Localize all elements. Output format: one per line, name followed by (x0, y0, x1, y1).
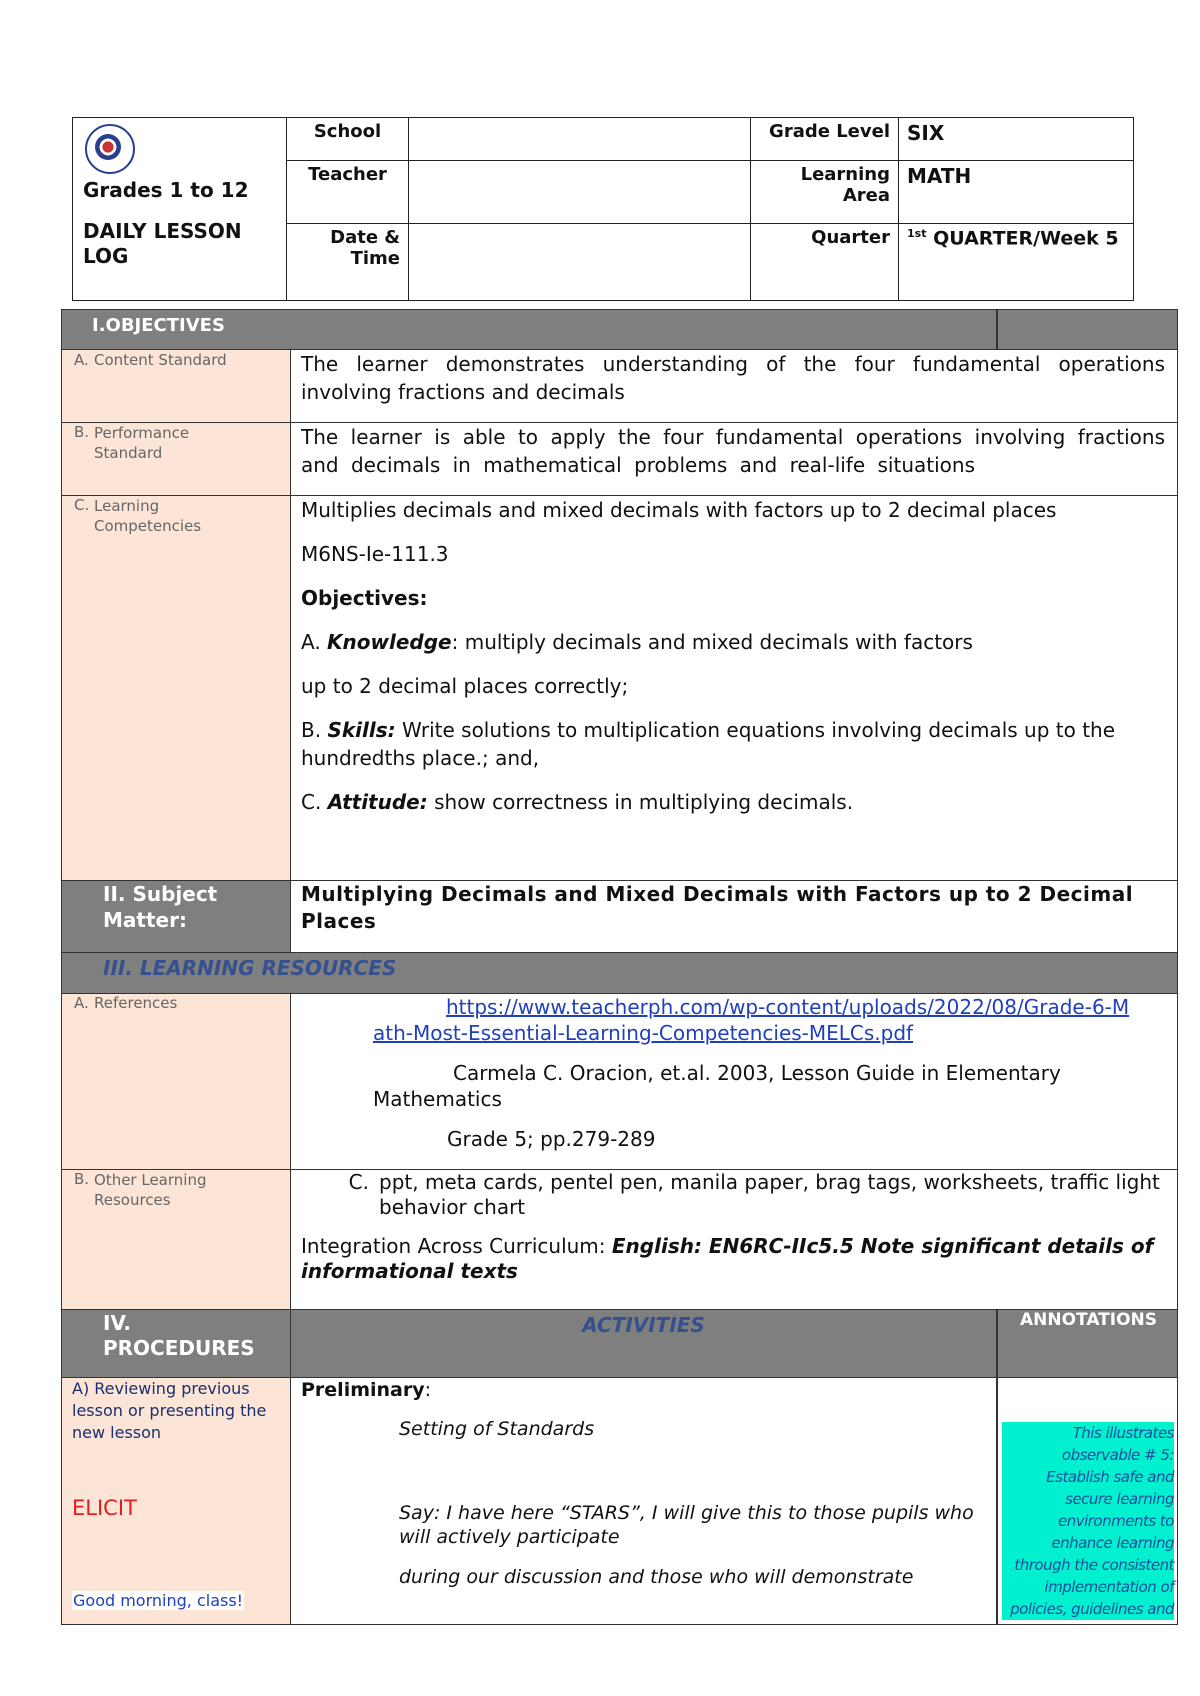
objective-knowledge-cont: up to 2 decimal places correctly; (301, 674, 629, 698)
say-line1: Say: I have here “STARS”, I will give this to those pupils who will actively participate (399, 1502, 974, 1548)
date-time-label: Date & Time (287, 224, 409, 301)
objectives-heading-row (61, 309, 1178, 350)
subject-matter-text: Multiplying Decimals and Mixed Decimals with Factors up to 2 Decimal Places (301, 882, 1134, 933)
other-resources-content (291, 1170, 1177, 1309)
learning-area-label: Learning Area (751, 161, 899, 224)
school-value[interactable] (409, 118, 751, 161)
references-label-cell: A. References (62, 994, 291, 1169)
materials-text: ppt, meta cards, pentel pen, manila paper, brag tags, worksheets, traffic light behavior chart (379, 1170, 1160, 1219)
quarter-value[interactable]: $^{1st}$ QUARTER/Week 5 (899, 224, 1134, 301)
performance-standard-text: The learner is able to apply the four fundamental operations involving fractions and decimals in mathematical problems and real-life situations (301, 425, 1165, 477)
review-label-cell (62, 1378, 291, 1624)
other-resources-label: Other Learning Resources (94, 1171, 207, 1209)
references-row (61, 994, 1178, 1170)
integration-text: English: EN6RC-IIc5.5 Note significant details of informational texts (301, 1234, 1154, 1283)
elicit-label: ELICIT (72, 1496, 137, 1520)
other-resources-row (61, 1170, 1178, 1310)
activities-heading: ACTIVITIES (582, 1313, 705, 1337)
annotation-cell (998, 1422, 1179, 1620)
references-label: References (94, 994, 178, 1012)
reference-url (373, 994, 1137, 1046)
performance-standard-label-cell: B. Performance Standard (62, 423, 291, 495)
content-standard-text: The learner demonstrates understanding of the four fundamental operations involving fractions and decimals (301, 352, 1165, 404)
subject-matter-label-cell (62, 881, 291, 952)
learning-area-value[interactable]: MATH (899, 161, 1134, 224)
org-cell (73, 118, 287, 301)
reference-grade: Grade 5; pp.279-289 (447, 1127, 656, 1151)
content-standard-label-cell: A. Content Standard (62, 350, 291, 422)
resources-heading-row (61, 953, 1178, 994)
grade-level-label: Grade Level (751, 118, 899, 161)
deped-seal-icon (85, 124, 135, 174)
objectives-heading: I.OBJECTIVES (92, 315, 225, 336)
objective-skills: B. Skills: Write solutions to multiplication equations involving decimals up to the hundredths place.; and, (301, 718, 1116, 770)
competencies-label-cell: C. Learning Competencies (62, 496, 291, 880)
subject-matter-label: II. Subject Matter: (103, 882, 218, 932)
review-activities (291, 1378, 996, 1589)
grade-level-value[interactable]: SIX (899, 118, 1134, 161)
procedures-heading-row (61, 1310, 1178, 1378)
preliminary: Preliminary: (301, 1379, 432, 1401)
annotations-heading: ANNOTATIONS (1019, 1310, 1158, 1330)
resources-heading: III. LEARNING RESOURCES (103, 956, 397, 980)
objectives-subheading: Objectives: (301, 586, 428, 610)
competencies-label: Learning Competencies (94, 497, 202, 535)
competency-line: Multiplies decimals and mixed decimals with factors up to 2 decimal places (301, 498, 1057, 522)
other-resources-label-cell: B. Other Learning Resources (62, 1170, 291, 1309)
procedures-label-cell (62, 1310, 291, 1377)
competencies-content (291, 496, 1177, 880)
procedures-label: IV. PROCEDURES (103, 1311, 255, 1360)
annotation-highlight: This illustrates observable # 5: Establish safe and secure learning environments to enhance learning through the consistent implementation of policies, guidelines and (1002, 1422, 1174, 1620)
objective-knowledge: A. Knowledge: multiply decimals and mixed decimals with factors (301, 630, 973, 654)
references-content (291, 994, 1177, 1169)
performance-standard-row (61, 423, 1178, 496)
say-line2: during our discussion and those who will demonstrate (399, 1566, 914, 1588)
org-line2: DAILY LESSON LOG (83, 219, 242, 268)
date-time-value[interactable] (409, 224, 751, 301)
school-label: School (287, 118, 409, 161)
teacher-label: Teacher (287, 161, 409, 224)
review-row (61, 1378, 1178, 1625)
org-line1: Grades 1 to 12 (83, 178, 249, 202)
review-step-label: A) Reviewing previous lesson or presenting the new lesson (72, 1379, 267, 1442)
competencies-row (61, 496, 1178, 881)
reference-link[interactable]: https://www.teacherph.com/wp-content/uploads/2022/08/Grade-6-Math-Most-Essential-Learning-Competencies-MELCs.pdf (373, 995, 1130, 1045)
objective-attitude: C. Attitude: show correctness in multiplying decimals. (301, 790, 854, 814)
subject-matter-row (61, 881, 1178, 953)
competency-code: M6NS-Ie-111.3 (301, 542, 449, 566)
materials-item: C. ppt, meta cards, pentel pen, manila paper, brag tags, worksheets, traffic light behavior chart (301, 1170, 1165, 1220)
greeting-text: Good morning, class! (73, 1591, 244, 1610)
header-table (72, 117, 1134, 301)
content-standard-row (61, 350, 1178, 423)
content-standard-label: Content Standard (94, 351, 227, 369)
quarter-label: Quarter (751, 224, 899, 301)
reference-book: Carmela C. Oracion, et.al. 2003, Lesson Guide in Elementary Mathematics (373, 1061, 1061, 1111)
teacher-value[interactable] (409, 161, 751, 224)
setting-standards: Setting of Standards (399, 1418, 595, 1440)
performance-standard-label: Performance Standard (94, 424, 190, 462)
integration: Integration Across Curriculum: English: EN6RC-IIc5.5 Note significant details of informational texts (301, 1234, 1154, 1283)
